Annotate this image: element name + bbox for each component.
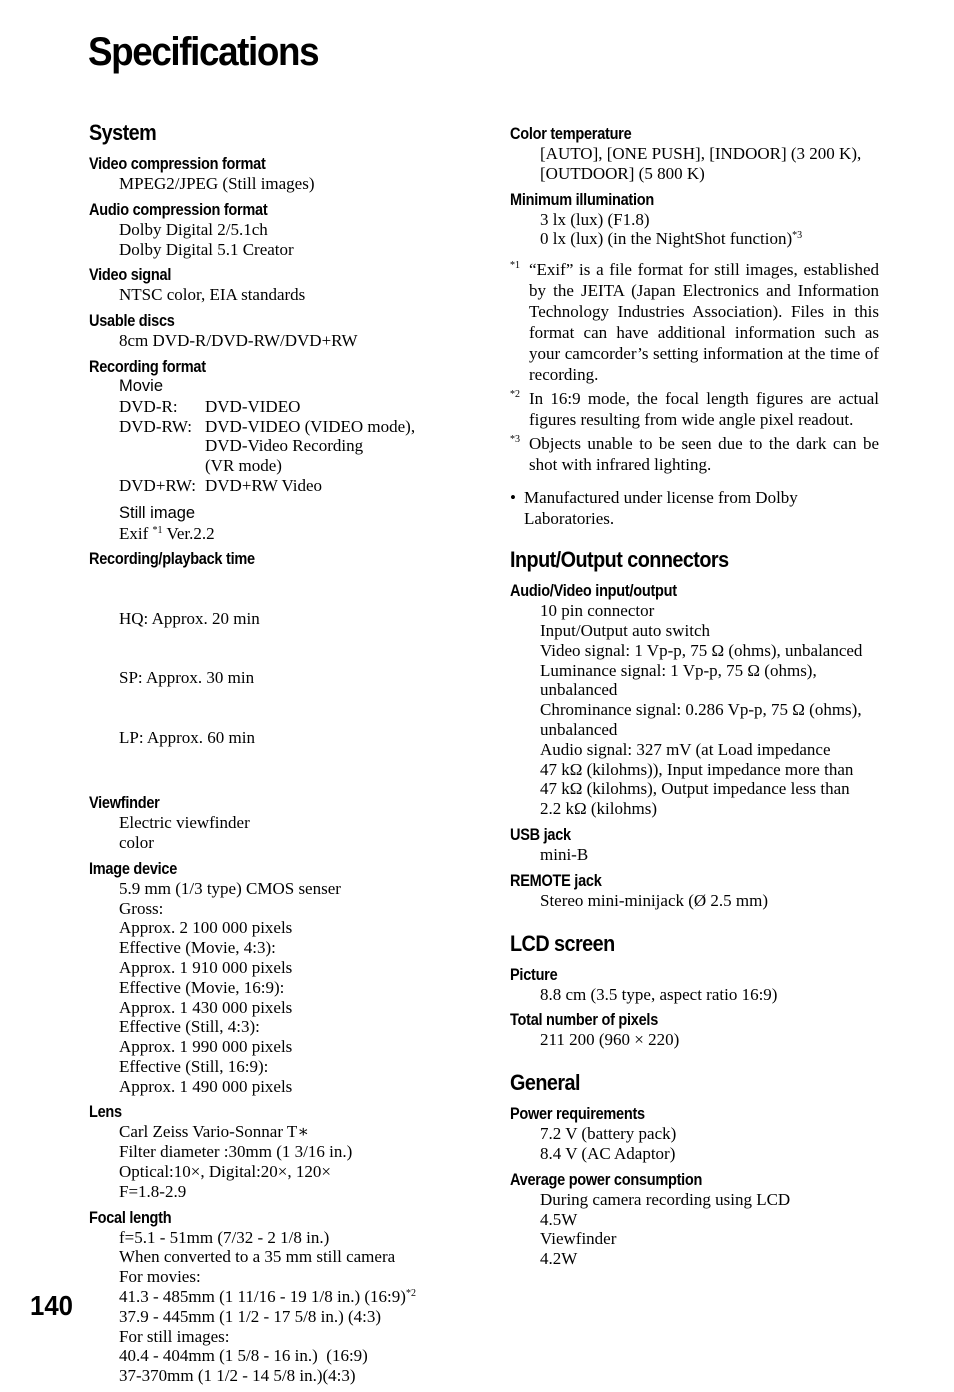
spec-value: Dolby Digital 2/5.1ch: [119, 219, 268, 239]
spec-value: Gross:: [119, 898, 164, 918]
spec-value: 2.2 kΩ (kilohms): [540, 799, 657, 819]
spec-value: MPEG2/JPEG (Still images): [119, 174, 315, 193]
spec-viewfinder: [89, 793, 489, 853]
section-title-io: Input/Output connectors: [510, 547, 729, 573]
spec-value: mini-B: [540, 844, 589, 864]
spec-power-consumption: [510, 1170, 890, 1269]
footnote-mark: *3: [510, 434, 520, 446]
format-value: DVD-VIDEO: [205, 396, 301, 416]
spec-title: Picture: [510, 965, 558, 984]
spec-value: Filter diameter :30mm (1 3/16 in.): [119, 1142, 353, 1162]
spec-value: Approx. 1 990 000 pixels: [119, 1037, 293, 1057]
spec-value: HQ: Approx. 20 min: [119, 608, 260, 628]
spec-title: Audio/Video input/output: [510, 582, 677, 601]
page-number: 140: [30, 1290, 73, 1321]
page-title: Specifications: [88, 30, 319, 74]
footnote-text: Objects unable to be seen due to the dark can be shot with infrared lighting.: [529, 434, 879, 475]
spec-value: 47 kΩ (kilohms)), Input impedance more than: [540, 759, 854, 779]
spec-value: 8.8 cm (3.5 type, aspect ratio 16:9): [540, 984, 778, 1004]
spec-focal-length: [89, 1208, 489, 1386]
spec-value: Effective (Still, 4:3):: [119, 1017, 260, 1037]
spec-total-pixels: [510, 1010, 890, 1050]
spec-value: Approx. 2 100 000 pixels: [119, 918, 293, 938]
spec-value: Video signal: 1 Vp-p, 75 Ω (ohms), unbalanced: [540, 640, 863, 660]
spec-value: Stereo mini-minijack (Ø 2.5 mm): [540, 890, 769, 910]
spec-value: Approx. 1 430 000 pixels: [119, 997, 293, 1017]
spec-value-with-ref: [540, 229, 890, 249]
spec-value: Approx. 1 490 000 pixels: [119, 1076, 293, 1096]
format-row-dvdr: [119, 397, 489, 417]
spec-value: unbalanced: [540, 719, 618, 739]
spec-title: REMOTE jack: [510, 871, 602, 890]
format-row-dvdplusrw: [119, 476, 489, 496]
format-value: DVD-VIDEO (VIDEO mode),: [205, 416, 416, 436]
spec-value: When converted to a 35 mm still camera: [119, 1247, 396, 1267]
spec-value: LP: Approx. 60 min: [119, 727, 256, 747]
spec-value: Luminance signal: 1 Vp-p, 75 Ω (ohms),: [540, 660, 817, 680]
spec-value: For still images:: [119, 1326, 230, 1346]
footnote-ref: *1: [152, 524, 163, 536]
spec-title: Total number of pixels: [510, 1011, 659, 1030]
format-row-dvdrw: [119, 417, 489, 437]
spec-value: 40.4 - 404mm (1 5/8 - 16 in.) (16:9): [119, 1346, 368, 1366]
spec-title: USB jack: [510, 825, 571, 844]
spec-usb-jack: [510, 825, 890, 865]
spec-value: 4.5W: [540, 1209, 578, 1229]
spec-value: SP: Approx. 30 min: [119, 668, 255, 688]
spec-remote-jack: [510, 871, 890, 911]
format-value-cont: (VR mode): [205, 456, 282, 476]
spec-value: 3 lx (lux) (F1.8): [540, 209, 650, 229]
spec-value: 4.2W: [540, 1249, 578, 1269]
footnote: [510, 388, 890, 430]
spec-value: f=5.1 - 51mm (7/32 - 2 1/8 in.): [119, 1227, 330, 1247]
spec-av-io: [510, 581, 890, 819]
right-column: [510, 124, 890, 1275]
still-image-label: Still image: [119, 503, 196, 522]
spec-value: F=1.8-2.9: [119, 1181, 187, 1201]
spec-title: Recording format: [89, 357, 206, 376]
footnote-text: “Exif” is a file format for still images, established by the JEITA (Japan Electronics and Information Technology Industries Association). Files in this format can have additional information such as your camcorder’s setting information at the time of recording.: [529, 260, 879, 385]
footnote: [510, 259, 890, 385]
spec-audio-compression: [89, 200, 489, 260]
spec-video-compression: [89, 154, 489, 194]
bullet-icon: •: [510, 488, 516, 508]
spec-value: Effective (Movie, 16:9):: [119, 977, 285, 997]
section-title-system: System: [89, 120, 157, 145]
spec-recording-format: [89, 357, 489, 543]
spec-picture: [510, 965, 890, 1005]
spec-value: For movies:: [119, 1267, 201, 1287]
spec-value: Optical:10×, Digital:20×, 120×: [119, 1162, 331, 1182]
spec-value: 0 lx (lux) (in the NightShot function): [540, 229, 793, 249]
section-title-general: General: [510, 1070, 580, 1096]
format-label: DVD+RW:: [119, 475, 196, 495]
spec-usable-discs: [89, 311, 489, 351]
footnote: [510, 433, 890, 475]
spec-value: [AUTO], [ONE PUSH], [INDOOR] (3 200 K),: [540, 144, 862, 163]
left-column: [89, 120, 489, 1392]
spec-title: Video signal: [89, 266, 172, 285]
spec-value: NTSC color, EIA standards: [119, 285, 306, 305]
spec-value-with-ref: [119, 1287, 489, 1307]
footnote-ref: *2: [405, 1288, 416, 1300]
spec-value: During camera recording using LCD: [540, 1189, 791, 1209]
spec-title: Image device: [89, 859, 178, 878]
footnote-text: In 16:9 mode, the focal length figures are actual figures resulting from wide angle pixel readout.: [529, 389, 879, 430]
spec-value: [OUTDOOR] (5 800 K): [540, 163, 705, 183]
spec-value: Audio signal: 327 mV (at Load impedance: [540, 739, 831, 759]
spec-value: Approx. 1 910 000 pixels: [119, 957, 293, 977]
footnote-ref: *3: [792, 230, 803, 242]
spec-title: Color temperature: [510, 125, 632, 143]
movie-label: Movie: [119, 376, 164, 395]
spec-value: Effective (Still, 16:9):: [119, 1056, 269, 1076]
exif-version: Ver.2.2: [162, 523, 215, 543]
spec-title: Recording/playback time: [89, 550, 255, 569]
spec-title: Video compression format: [89, 155, 266, 173]
dolby-note: [510, 487, 890, 529]
spec-minimum-illumination: [510, 190, 890, 250]
spec-value: color: [119, 832, 154, 852]
spec-value: 37-370mm (1 1/2 - 14 5/8 in.)(4:3): [119, 1366, 356, 1386]
spec-title: Focal length: [89, 1208, 172, 1227]
spec-value: 41.3 - 485mm (1 11/16 - 19 1/8 in.) (16:9): [119, 1287, 406, 1307]
dolby-note-text: Manufactured under license from Dolby Laboratories.: [524, 488, 798, 529]
spec-value: 8cm DVD-R/DVD-RW/DVD+RW: [119, 331, 358, 351]
spec-value: Carl Zeiss Vario-Sonnar T∗: [119, 1122, 309, 1142]
footnote-mark: *2: [510, 389, 520, 401]
spec-value: 10 pin connector: [540, 601, 655, 621]
spec-value: 8.4 V (AC Adaptor): [540, 1143, 676, 1163]
spec-value: 5.9 mm (1/3 type) CMOS senser: [119, 878, 341, 898]
spec-title: Lens: [89, 1103, 122, 1122]
footnotes: [510, 259, 890, 475]
spec-power-requirements: [510, 1104, 890, 1164]
spec-value: Viewfinder: [540, 1229, 617, 1249]
spec-value: Effective (Movie, 4:3):: [119, 938, 276, 958]
exif-text: Exif: [119, 523, 153, 543]
spec-value: 211 200 (960 × 220): [540, 1030, 680, 1050]
spec-value: 37.9 - 445mm (1 1/2 - 17 5/8 in.) (4:3): [119, 1306, 382, 1326]
spec-value: Dolby Digital 5.1 Creator: [119, 239, 294, 259]
spec-value: 47 kΩ (kilohms), Output impedance less than: [540, 779, 850, 799]
format-value-cont: DVD-Video Recording: [205, 436, 364, 456]
spec-title: Usable discs: [89, 312, 175, 331]
footnote-mark: *1: [510, 260, 520, 272]
format-label: DVD-R:: [119, 396, 178, 416]
spec-title: Average power consumption: [510, 1170, 703, 1189]
spec-value: Chrominance signal: 0.286 Vp-p, 75 Ω (ohms),: [540, 700, 862, 720]
spec-video-signal: [89, 265, 489, 305]
spec-recording-time: [89, 549, 489, 787]
spec-value: 7.2 V (battery pack): [540, 1124, 677, 1144]
spec-title: Viewfinder: [89, 794, 160, 813]
spec-image-device: [89, 859, 489, 1097]
spec-lens: [89, 1102, 489, 1201]
format-value: DVD+RW Video: [205, 475, 323, 495]
spec-value: Input/Output auto switch: [540, 620, 710, 640]
exif-line: [119, 524, 489, 544]
section-title-lcd: LCD screen: [510, 930, 615, 956]
spec-title: Power requirements: [510, 1105, 645, 1124]
spec-value: Electric viewfinder: [119, 813, 250, 833]
format-label: DVD-RW:: [119, 416, 193, 436]
spec-title: Minimum illumination: [510, 190, 654, 209]
spec-color-temperature: [510, 124, 890, 184]
spec-value: unbalanced: [540, 680, 618, 700]
spec-title: Audio compression format: [89, 200, 268, 219]
